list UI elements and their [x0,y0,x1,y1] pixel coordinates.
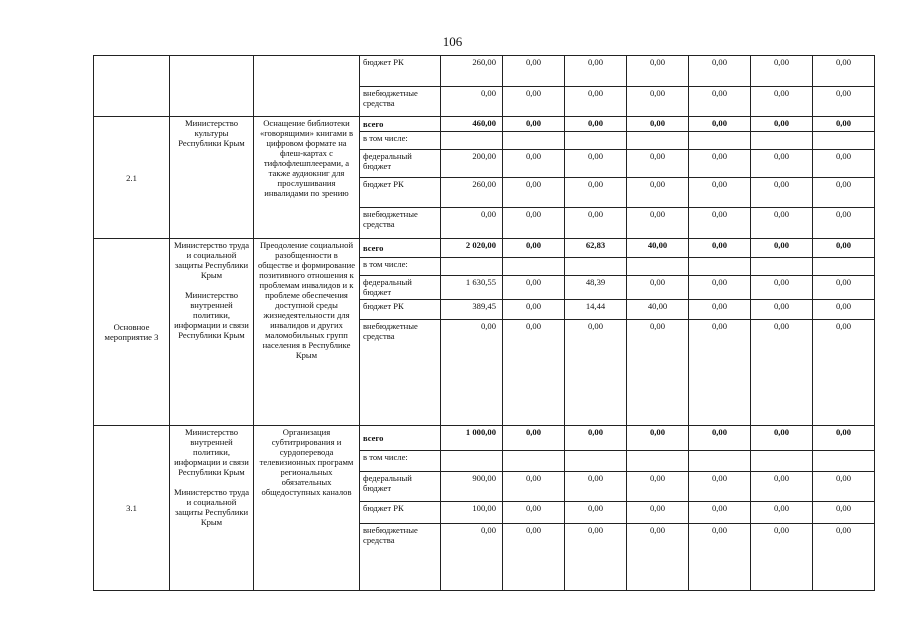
source-cell: федеральный бюджет [360,150,441,178]
value-cell: 0,00 [627,276,689,300]
value-cell: 0,00 [565,56,627,87]
value-cell: 0,00 [813,117,875,132]
value-cell: 0,00 [813,426,875,451]
measure-number: 2.1 [94,117,170,239]
budget-table-body [94,56,875,591]
number-cell [94,56,170,117]
value-cell: 0,00 [689,87,751,117]
value-cell: 0,00 [503,300,565,320]
value-cell: 0,00 [813,524,875,591]
value-cell: 0,00 [689,150,751,178]
source-cell: в том числе: [360,451,441,472]
value-cell: 0,00 [565,426,627,451]
value-cell: 0,00 [689,300,751,320]
table-row [94,56,875,87]
value-cell [565,132,627,150]
value-cell: 0,00 [751,150,813,178]
value-cell: 0,00 [503,56,565,87]
source-cell: в том числе: [360,132,441,150]
value-cell [441,132,503,150]
value-cell: 0,00 [503,320,565,426]
table-row [94,239,875,258]
source-cell: бюджет РК [360,178,441,208]
value-cell: 0,00 [751,300,813,320]
value-cell: 0,00 [627,426,689,451]
value-cell: 2 020,00 [441,239,503,258]
value-cell: 0,00 [813,502,875,524]
value-cell: 1 630,55 [441,276,503,300]
value-cell: 260,00 [441,56,503,87]
value-cell: 0,00 [565,320,627,426]
value-cell: 0,00 [689,117,751,132]
value-cell: 0,00 [689,502,751,524]
executor-name: Министерство внутренней политики, информации и связи Республики Крым [174,427,249,477]
value-cell [441,451,503,472]
value-cell: 1 000,00 [441,426,503,451]
value-cell: 0,00 [751,472,813,502]
value-cell: 0,00 [751,502,813,524]
value-cell: 0,00 [503,208,565,239]
table-row [94,117,875,132]
value-cell: 0,00 [689,524,751,591]
value-cell: 0,00 [565,87,627,117]
source-cell: федеральный бюджет [360,472,441,502]
value-cell: 260,00 [441,178,503,208]
value-cell [813,451,875,472]
value-cell: 200,00 [441,150,503,178]
value-cell: 0,00 [813,276,875,300]
source-cell: в том числе: [360,258,441,276]
value-cell: 0,00 [813,87,875,117]
value-cell: 0,00 [627,150,689,178]
value-cell [689,451,751,472]
measure-name: Организация субтитрирования и сурдоперевода телевизионных программ региональных обязательных общедоступных каналов [254,426,360,591]
measure-name: Преодоление социальной разобщенности в обществе и формирование позитивного отношения к проблемам инвалидов и к проблеме обеспечения доступной среды жизнедеятельности для инвалидов и других маломобильных групп населения в Республике Крым [254,239,360,426]
value-cell: 0,00 [441,320,503,426]
value-cell: 0,00 [689,208,751,239]
value-cell [751,451,813,472]
value-cell: 0,00 [751,524,813,591]
value-cell: 0,00 [441,524,503,591]
measure-number: 3.1 [94,426,170,591]
value-cell: 0,00 [441,208,503,239]
value-cell: 0,00 [503,426,565,451]
executor-name: Министерство внутренней политики, информации и связи Республики Крым [174,290,249,340]
value-cell: 0,00 [627,524,689,591]
value-cell: 48,39 [565,276,627,300]
value-cell: 0,00 [689,239,751,258]
value-cell: 0,00 [503,150,565,178]
value-cell: 0,00 [565,150,627,178]
value-cell: 0,00 [565,208,627,239]
value-cell: 0,00 [751,56,813,87]
value-cell: 0,00 [627,320,689,426]
value-cell: 389,45 [441,300,503,320]
value-cell: 0,00 [813,150,875,178]
value-cell: 0,00 [627,472,689,502]
value-cell: 0,00 [565,502,627,524]
value-cell: 0,00 [813,208,875,239]
value-cell: 0,00 [627,56,689,87]
source-cell: всего [360,239,441,258]
source-cell: федеральный бюджет [360,276,441,300]
value-cell: 0,00 [751,239,813,258]
value-cell [751,258,813,276]
value-cell: 0,00 [813,320,875,426]
value-cell: 900,00 [441,472,503,502]
value-cell: 0,00 [627,208,689,239]
value-cell: 0,00 [689,320,751,426]
executor-name: Министерство труда и социальной защиты Республики Крым [173,487,250,527]
value-cell: 14,44 [565,300,627,320]
value-cell: 0,00 [689,426,751,451]
source-cell: бюджет РК [360,300,441,320]
value-cell [627,258,689,276]
executor-cell [170,56,254,117]
value-cell: 0,00 [751,426,813,451]
value-cell: 0,00 [565,472,627,502]
value-cell: 0,00 [503,524,565,591]
page-number: 106 [442,34,463,49]
source-cell: бюджет РК [360,502,441,524]
executor-name: Министерство культуры Республики Крым [178,118,245,148]
value-cell: 0,00 [813,239,875,258]
value-cell: 100,00 [441,502,503,524]
value-cell: 0,00 [751,87,813,117]
value-cell [503,258,565,276]
value-cell [565,258,627,276]
value-cell: 0,00 [503,502,565,524]
value-cell [627,132,689,150]
value-cell [689,132,751,150]
name-cell [254,56,360,117]
value-cell: 0,00 [565,524,627,591]
budget-table [93,55,875,591]
value-cell: 0,00 [751,276,813,300]
value-cell: 0,00 [503,276,565,300]
measure-number: Основное мероприятие 3 [94,239,170,426]
source-cell: всего [360,117,441,132]
executor-name: Министерство труда и социальной защиты Республики Крым [173,240,250,280]
source-cell: всего [360,426,441,451]
source-cell: внебюджетные средства [360,320,441,426]
value-cell: 0,00 [813,300,875,320]
table-row [94,426,875,451]
value-cell: 0,00 [689,56,751,87]
value-cell [813,258,875,276]
value-cell [813,132,875,150]
value-cell: 0,00 [751,208,813,239]
value-cell: 0,00 [689,276,751,300]
value-cell: 40,00 [627,300,689,320]
value-cell [751,132,813,150]
source-cell: внебюджетные средства [360,524,441,591]
source-cell: бюджет РК [360,56,441,87]
value-cell: 0,00 [627,178,689,208]
value-cell: 0,00 [627,117,689,132]
source-cell: внебюджетные средства [360,87,441,117]
value-cell: 0,00 [751,178,813,208]
value-cell: 0,00 [689,178,751,208]
executor-cell [170,239,254,426]
value-cell: 0,00 [627,502,689,524]
measure-name: Оснащение библиотеки «говорящими» книгами в цифровом формате на флеш-картах с тифлофлешплеерами, а также аудиокниг для прослушивания инвалидами по зрению [254,117,360,239]
value-cell [565,451,627,472]
value-cell [627,451,689,472]
value-cell: 0,00 [689,472,751,502]
value-cell: 0,00 [813,178,875,208]
value-cell: 0,00 [751,117,813,132]
value-cell: 0,00 [503,239,565,258]
executor-cell [170,117,254,239]
value-cell [503,132,565,150]
value-cell: 0,00 [441,87,503,117]
value-cell: 0,00 [813,472,875,502]
value-cell: 40,00 [627,239,689,258]
value-cell: 0,00 [627,87,689,117]
value-cell: 0,00 [751,320,813,426]
value-cell [689,258,751,276]
value-cell: 0,00 [503,472,565,502]
value-cell: 0,00 [503,87,565,117]
value-cell: 460,00 [441,117,503,132]
executor-cell [170,426,254,591]
value-cell: 0,00 [503,178,565,208]
value-cell: 62,83 [565,239,627,258]
value-cell: 0,00 [565,178,627,208]
value-cell [441,258,503,276]
value-cell: 0,00 [503,117,565,132]
value-cell: 0,00 [813,56,875,87]
source-cell: внебюджетные средства [360,208,441,239]
value-cell [503,451,565,472]
value-cell: 0,00 [565,117,627,132]
